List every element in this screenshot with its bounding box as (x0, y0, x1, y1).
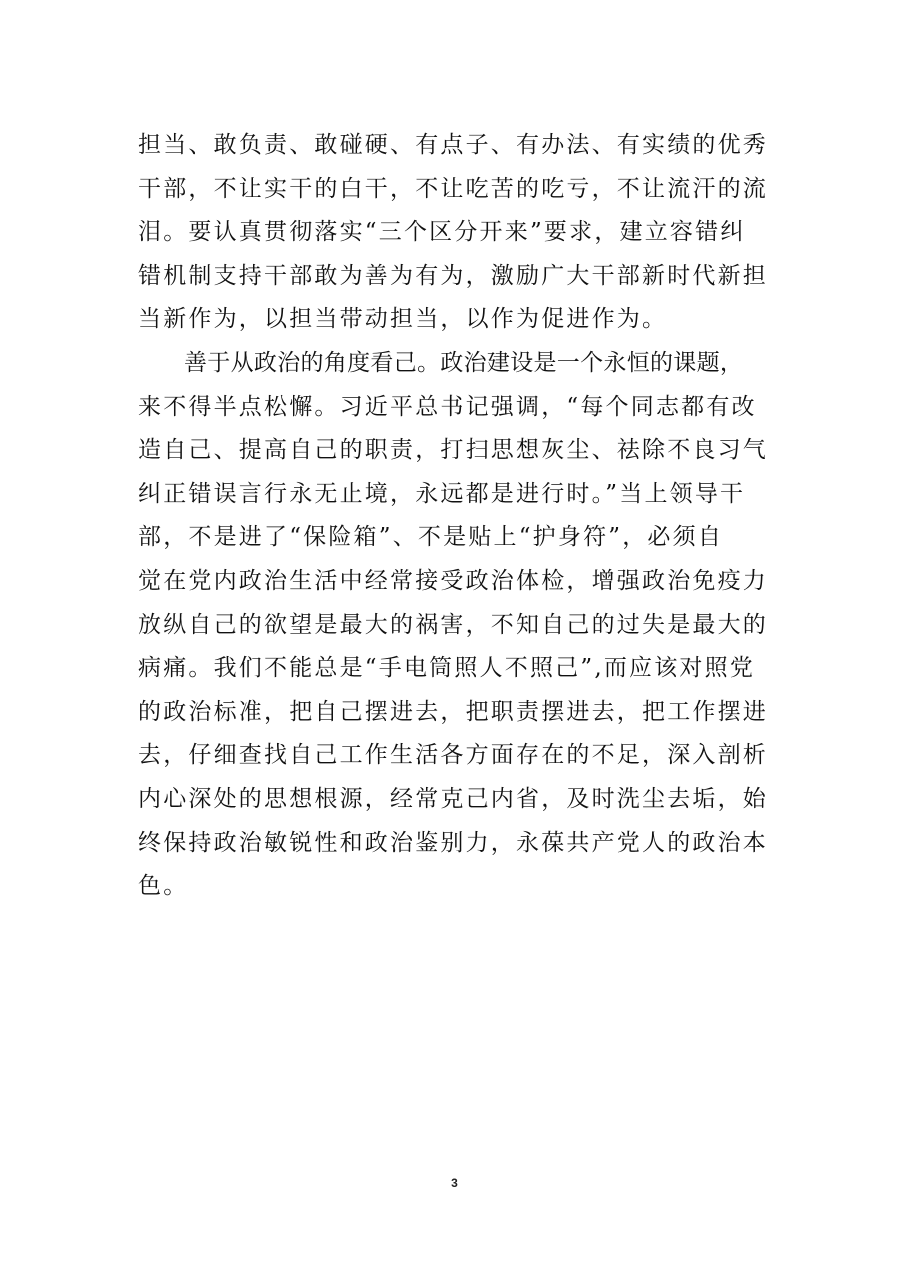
paragraph-line: 终保持政治敏锐性和政治鉴别力，永葆共产党人的政治本 (138, 829, 768, 856)
paragraph-line: 善于从政治的角度看己。政治建设是一个永恒的课题， (184, 349, 744, 376)
paragraph-line: 去，仔细查找自己工作生活各方面存在的不足，深入剖析 (138, 742, 768, 769)
paragraph-2 (138, 342, 778, 909)
paragraph-line: 的政治标准，把自己摆进去，把职责摆进去，把工作摆进 (138, 698, 768, 725)
paragraph-line: 错机制支持干部敢为善为有为，激励广大干部新时代新担 (138, 262, 768, 289)
paragraph-line: 泪。要认真贯彻落实“三个区分开来”要求，建立容错纠 (138, 219, 746, 246)
paragraph-line: 纠正错误言行永无止境，永远都是进行时。”当上领导干 (138, 480, 746, 507)
paragraph-line: 当新作为，以担当带动担当，以作为促进作为。 (138, 306, 668, 333)
paragraph-line: 干部，不让实干的白干，不让吃苦的吃亏，不让流汗的流 (138, 175, 768, 202)
paragraph-line: 造自己、提高自己的职责，打扫思想灰尘、祛除不良习气 (138, 437, 768, 464)
paragraph-line: 部，不是进了“保险箱”、不是贴上“护身符”，必须自 (138, 524, 724, 551)
paragraph-line: 色。 (138, 873, 189, 900)
paragraph-line: 病痛。我们不能总是“手电筒照人不照己”,而应该对照党 (138, 655, 756, 682)
paragraph-line: 觉在党内政治生活中经常接受政治体检，增强政治免疫力 (138, 567, 768, 594)
paragraph-line: 担当、敢负责、敢碰硬、有点子、有办法、有实绩的优秀 (138, 132, 768, 158)
page-number: 3 (451, 1176, 458, 1190)
document-body (138, 124, 778, 909)
paragraph-1 (138, 124, 778, 342)
paragraph-line: 来不得半点松懈。习近平总书记强调，“每个同志都有改 (138, 393, 757, 420)
paragraph-line: 内心深处的思想根源，经常克己内省，及时洗尘去垢，始 (138, 785, 768, 812)
paragraph-line: 放纵自己的欲望是最大的祸害，不知自己的过失是最大的 (138, 611, 768, 638)
